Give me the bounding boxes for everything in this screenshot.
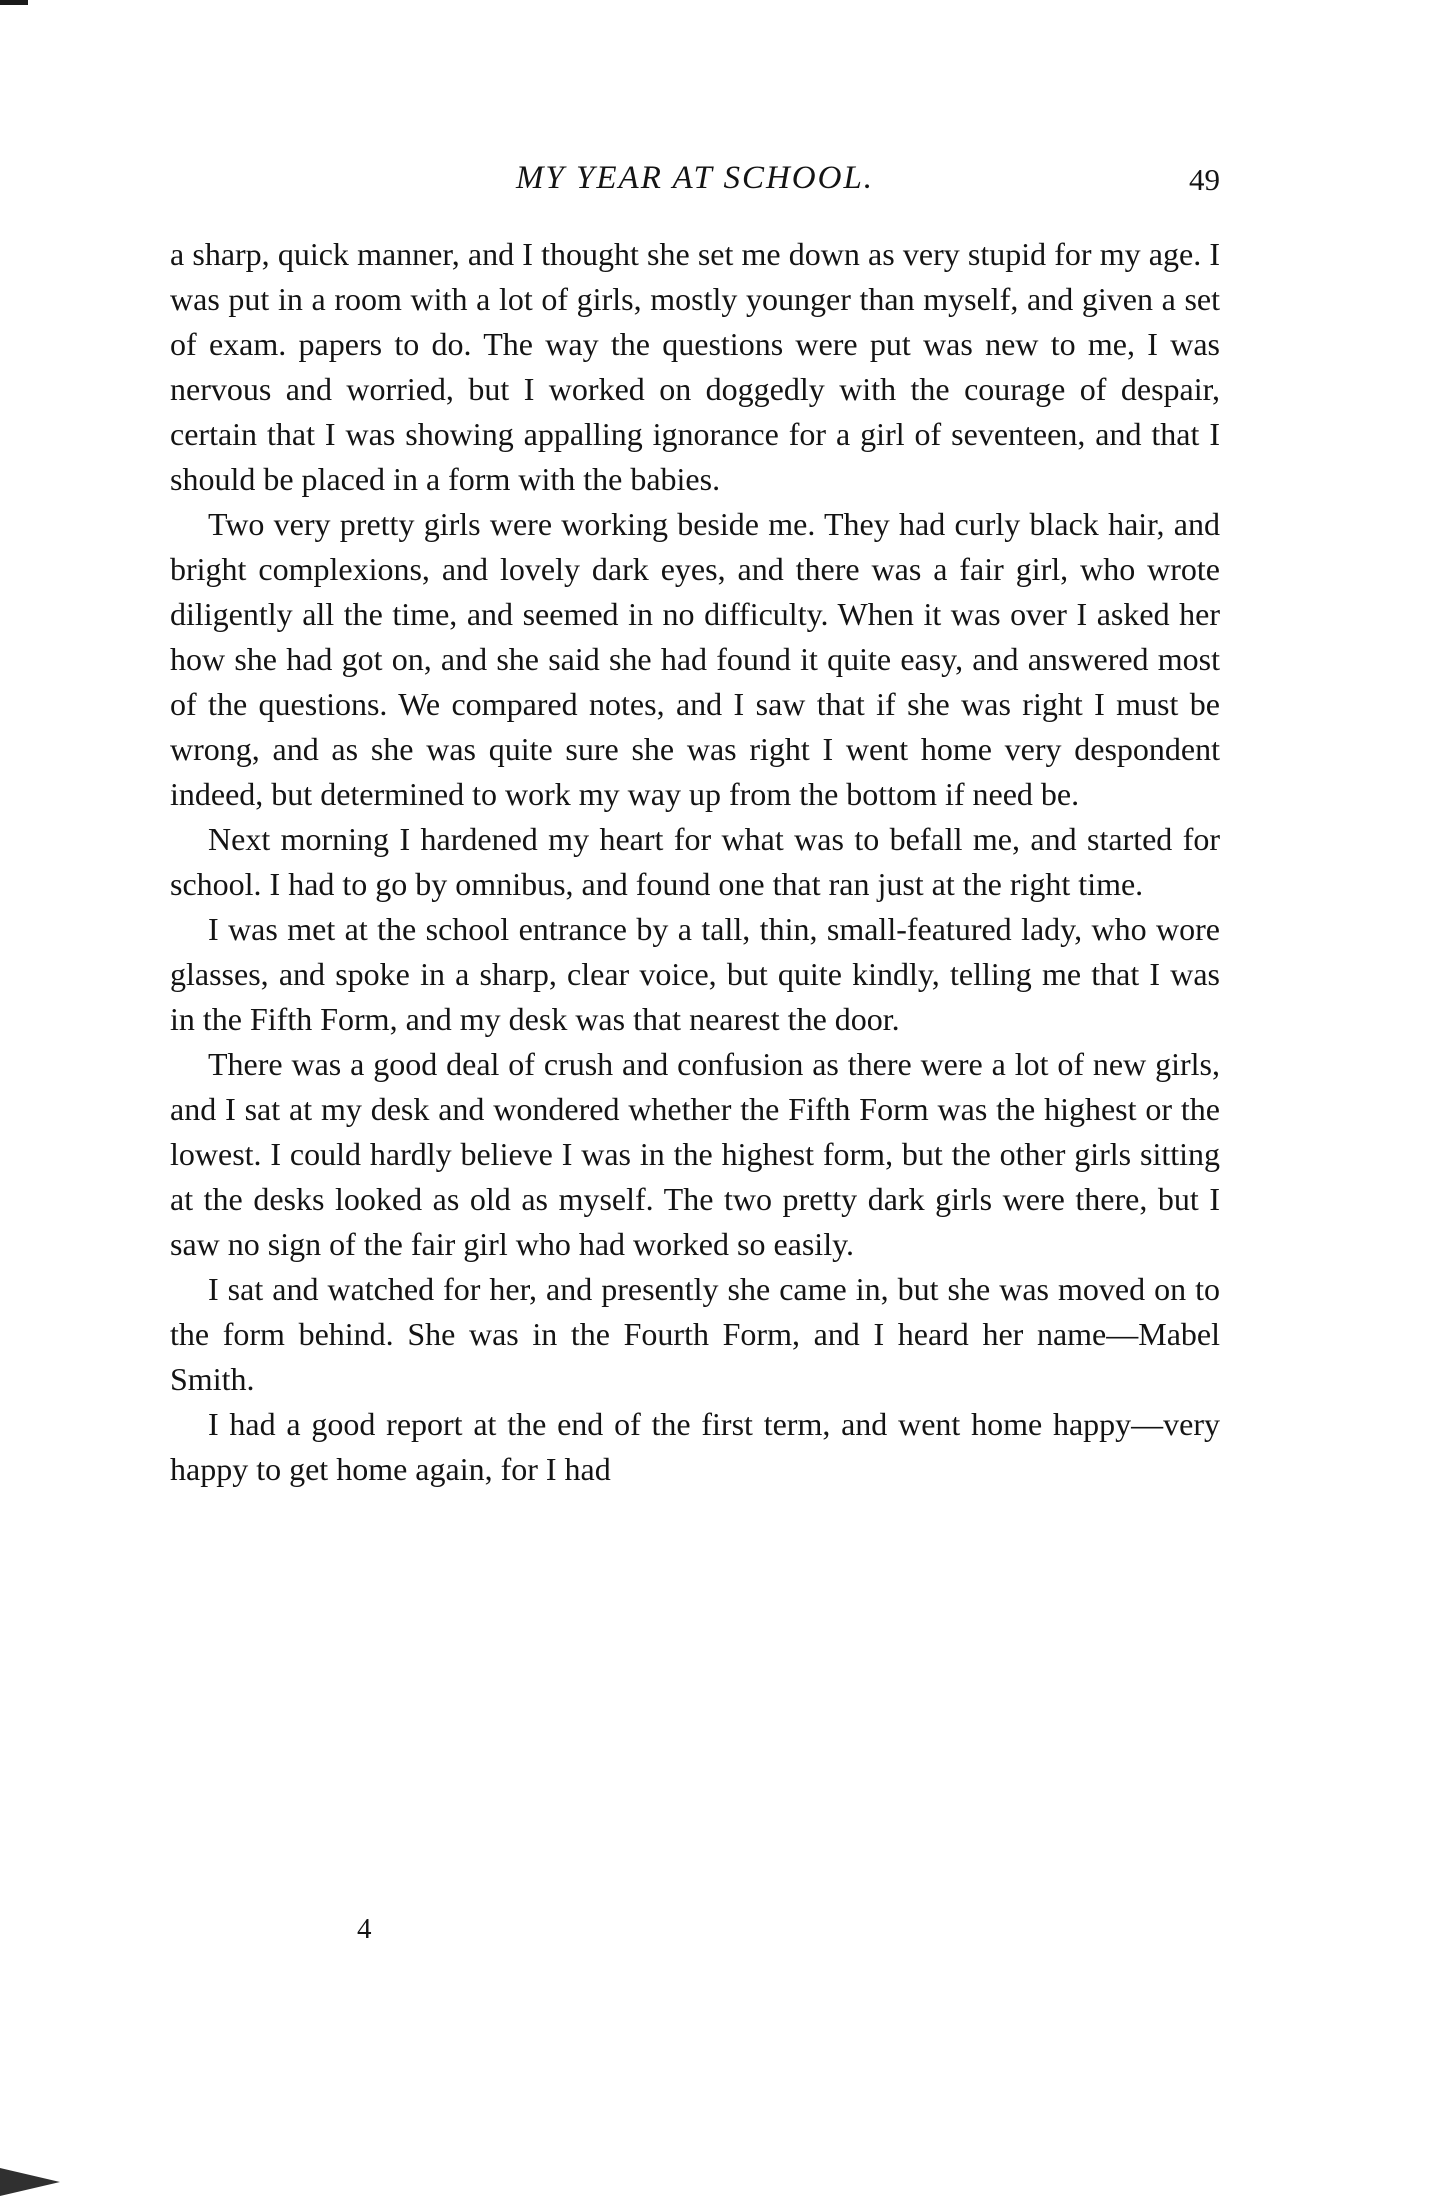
paragraph-6: I sat and watched for her, and presently she came in, but she was moved on to the form behind. She was in the Fourth Form, and I heard her name—Mabel Smith. bbox=[170, 1271, 1220, 1397]
scan-pointer-mark bbox=[0, 2168, 60, 2196]
paragraph-5: There was a good deal of crush and confusion as there were a lot of new girls, and I sat at my desk and wondered whether the Fifth Form was the highest or the lowest. I could hardly believe I was in the highest form, but the other girls sitting at the desks looked as old as myself. The two pretty dark girls were there, but I saw no sign of the fair girl who had worked so easily. bbox=[170, 1046, 1220, 1262]
scan-edge-mark bbox=[0, 0, 28, 5]
paragraph-3: Next morning I hardened my heart for what was to befall me, and started for school. I had to go by omnibus, and found one that ran just at the right time. bbox=[170, 821, 1220, 902]
paragraph-7: I had a good report at the end of the first term, and went home happy—very happy to get home again, for I had bbox=[170, 1406, 1220, 1487]
running-head: MY YEAR AT SCHOOL. bbox=[515, 160, 875, 196]
page-header bbox=[170, 160, 1220, 210]
signature-mark: 4 bbox=[357, 1913, 372, 1945]
body-text bbox=[170, 232, 1220, 1492]
paragraph-1: a sharp, quick manner, and I thought she set me down as very stupid for my age. I was put in a room with a lot of girls, mostly younger than myself, and given a set of exam. papers to do. The way the questions were put was new to me, I was nervous and worried, but I worked on doggedly with the courage of despair, certain that I was showing appalling ignorance for a girl of seventeen, and that I should be placed in a form with the babies. bbox=[170, 236, 1220, 497]
paragraph-2: Two very pretty girls were working beside me. They had curly black hair, and bright complexions, and lovely dark eyes, and there was a fair girl, who wrote diligently all the time, and seemed in no difficulty. When it was over I asked her how she had got on, and she said she had found it quite easy, and answered most of the questions. We compared notes, and I saw that if she was right I must be wrong, and as she was quite sure she was right I went home very despondent indeed, but determined to work my way up from the bottom if need be. bbox=[170, 506, 1220, 812]
paragraph-4: I was met at the school entrance by a tall, thin, small-featured lady, who wore glasses, and spoke in a sharp, clear voice, but quite kindly, telling me that I was in the Fifth Form, and my desk was that nearest the door. bbox=[170, 911, 1220, 1037]
page-number: 49 bbox=[1189, 162, 1220, 197]
